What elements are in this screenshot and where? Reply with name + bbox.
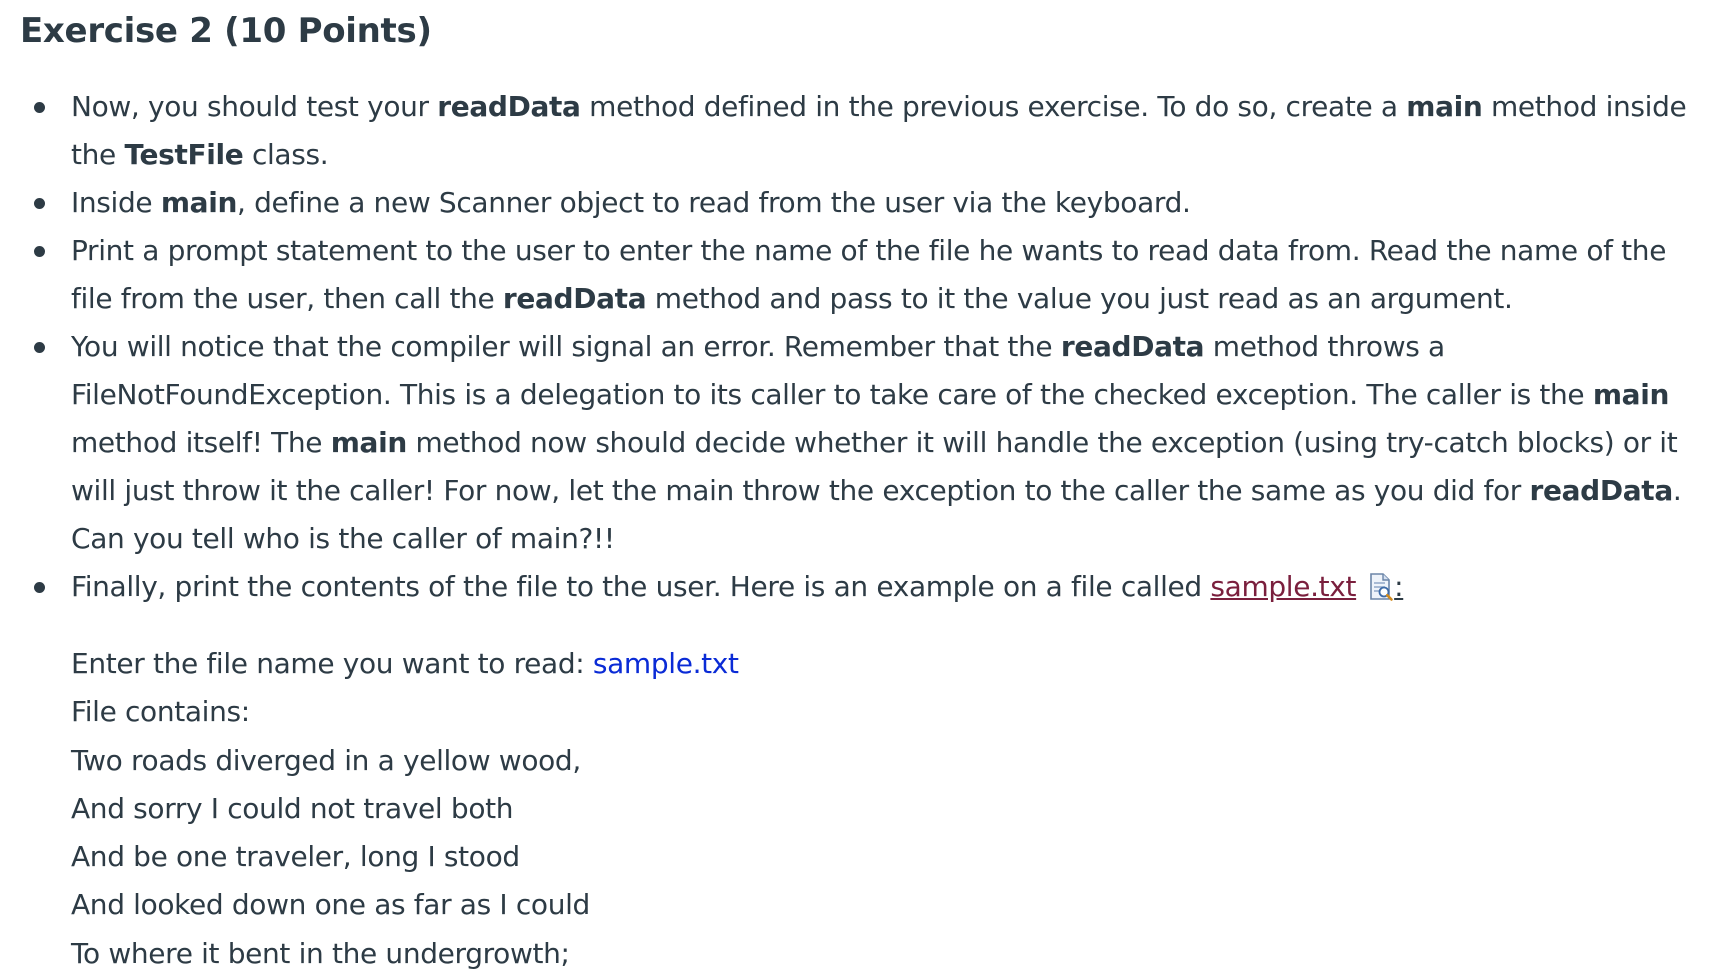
output-line: File contains:: [71, 695, 250, 729]
bold-term: main: [160, 186, 238, 219]
list-item: [0, 83, 1732, 179]
instruction-list: [0, 83, 1732, 617]
list-item: [0, 179, 1732, 227]
text-line: Now, you should test your readData method defined in the previous exercise. To do so, create a main method inside: [71, 90, 1687, 123]
text-line: the TestFile class.: [71, 138, 329, 171]
bold-term: TestFile: [124, 138, 244, 171]
text-line: will just throw it the caller! For now, let the main throw the exception to the caller the same as you did for readData.: [71, 474, 1682, 507]
output-line: And looked down one as far as I could: [71, 888, 590, 922]
bullet-dot: [34, 342, 45, 353]
prompt-line: Enter the file name you want to read: sample.txt: [71, 647, 739, 680]
bold-term: main: [330, 426, 407, 459]
list-item: [0, 563, 1732, 617]
bold-term: readData: [1529, 474, 1673, 507]
user-input-text: sample.txt: [592, 647, 739, 680]
bullet-dot: [34, 198, 45, 209]
bullet-dot: [34, 582, 45, 593]
text-line: Print a prompt statement to the user to enter the name of the file he wants to read data from. Read the name of the: [71, 234, 1667, 267]
text-line: You will notice that the compiler will signal an error. Remember that the readData method throws a: [71, 330, 1445, 363]
text-line: Finally, print the contents of the file to the user. Here is an example on a file called sample.txt :: [71, 563, 1702, 617]
bold-term: main: [1406, 90, 1483, 123]
output-line: Two roads diverged in a yellow wood,: [71, 743, 581, 777]
output-line: And be one traveler, long I stood: [71, 840, 520, 874]
sample-file-link[interactable]: sample.txt: [1210, 570, 1357, 603]
output-line: To where it bent in the undergrowth;: [71, 936, 570, 970]
output-line: And sorry I could not travel both: [71, 791, 514, 825]
example-output: [71, 640, 739, 978]
list-item: [0, 227, 1732, 323]
bold-term: readData: [437, 90, 581, 123]
colon-mark: :: [1394, 570, 1404, 603]
text-line: file from the user, then call the readData method and pass to it the value you just read as an argument.: [71, 282, 1513, 315]
bold-term: main: [1592, 378, 1670, 411]
bold-term: readData: [502, 282, 647, 315]
text-line: FileNotFoundException. This is a delegation to its caller to take care of the checked exception. The caller is the main: [71, 378, 1670, 411]
text-line: method itself! The main method now should decide whether it will handle the exception (using try-catch blocks) or it: [71, 426, 1678, 459]
text-line: Can you tell who is the caller of main?!!: [71, 522, 615, 555]
bullet-dot: [34, 102, 45, 113]
exercise-heading: Exercise 2 (10 Points): [20, 11, 432, 51]
bullet-dot: [34, 246, 45, 257]
text-line: Inside main, define a new Scanner object to read from the user via the keyboard.: [71, 186, 1191, 219]
bold-term: readData: [1060, 330, 1205, 363]
file-preview-icon[interactable]: [1368, 569, 1394, 617]
list-item: [0, 323, 1732, 563]
